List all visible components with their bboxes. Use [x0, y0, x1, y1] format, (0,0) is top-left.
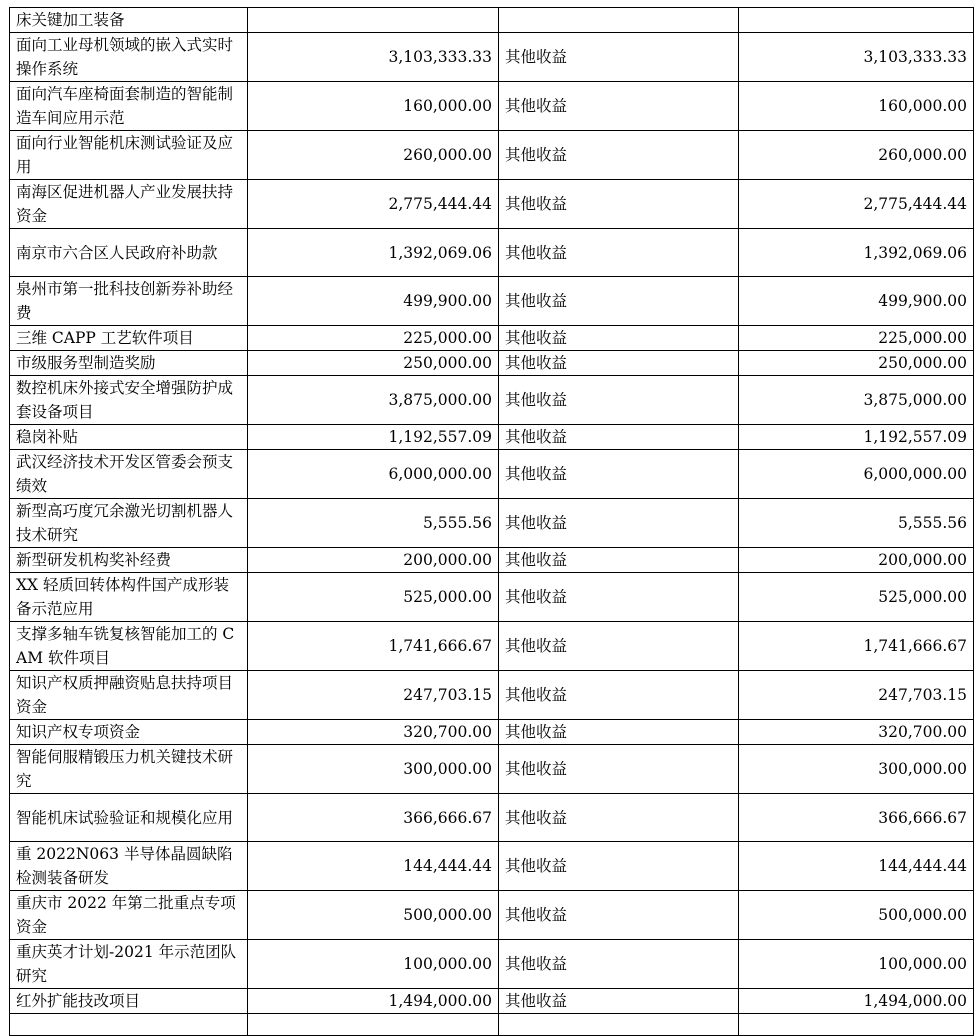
empty-cell	[499, 1014, 739, 1036]
project-name-cell: 面向汽车座椅面套制造的智能制造车间应用示范	[10, 82, 248, 131]
project-name-cell: 重庆英才计划-2021 年示范团队研究	[10, 940, 248, 989]
empty-cell	[10, 1014, 248, 1036]
project-name-cell: 面向行业智能机床测试验证及应用	[10, 131, 248, 180]
project-name-cell: 南海区促进机器人产业发展扶持资金	[10, 180, 248, 229]
amount-total-cell: 6,000,000.00	[739, 450, 974, 499]
table-row	[10, 891, 974, 940]
project-name-cell: 面向工业母机领域的嵌入式实时操作系统	[10, 33, 248, 82]
table-row	[10, 499, 974, 548]
amount-total-cell: 260,000.00	[739, 131, 974, 180]
category-cell: 其他收益	[499, 573, 739, 622]
project-name-cell: 市级服务型制造奖励	[10, 351, 248, 376]
category-cell: 其他收益	[499, 229, 739, 277]
category-cell: 其他收益	[499, 326, 739, 351]
table-row	[10, 842, 974, 891]
table-row	[10, 8, 974, 33]
project-name-cell: 知识产权质押融资贴息扶持项目资金	[10, 671, 248, 720]
table-row	[10, 940, 974, 989]
category-cell: 其他收益	[499, 450, 739, 499]
table-row	[10, 326, 974, 351]
project-name-cell: 知识产权专项资金	[10, 720, 248, 745]
amount-total-cell: 160,000.00	[739, 82, 974, 131]
category-cell: 其他收益	[499, 376, 739, 425]
amount-total-cell: 100,000.00	[739, 940, 974, 989]
amount-total-cell: 1,494,000.00	[739, 989, 974, 1014]
amount-cell: 144,444.44	[248, 842, 499, 891]
amount-cell: 6,000,000.00	[248, 450, 499, 499]
category-cell: 其他收益	[499, 131, 739, 180]
project-name-cell: 泉州市第一批科技创新券补助经费	[10, 277, 248, 326]
table-row	[10, 131, 974, 180]
amount-cell: 3,875,000.00	[248, 376, 499, 425]
amount-total-cell: 250,000.00	[739, 351, 974, 376]
project-name-cell: 智能机床试验验证和规模化应用	[10, 794, 248, 842]
amount-cell: 1,392,069.06	[248, 229, 499, 277]
amount-cell	[248, 8, 499, 33]
project-name-cell: 南京市六合区人民政府补助款	[10, 229, 248, 277]
table-row	[10, 376, 974, 425]
table-row	[10, 450, 974, 499]
category-cell: 其他收益	[499, 622, 739, 671]
amount-total-cell: 2,775,444.44	[739, 180, 974, 229]
category-cell: 其他收益	[499, 989, 739, 1014]
category-cell: 其他收益	[499, 794, 739, 842]
category-cell: 其他收益	[499, 351, 739, 376]
amount-cell: 1,192,557.09	[248, 425, 499, 450]
table-body	[10, 8, 974, 1036]
amount-total-cell: 144,444.44	[739, 842, 974, 891]
table-row	[10, 229, 974, 277]
category-cell: 其他收益	[499, 499, 739, 548]
amount-cell: 300,000.00	[248, 745, 499, 794]
empty-cell	[248, 1014, 499, 1036]
amount-cell: 320,700.00	[248, 720, 499, 745]
category-cell: 其他收益	[499, 842, 739, 891]
category-cell: 其他收益	[499, 82, 739, 131]
amount-total-cell: 3,875,000.00	[739, 376, 974, 425]
table-row	[10, 425, 974, 450]
category-cell	[499, 8, 739, 33]
amount-cell: 1,494,000.00	[248, 989, 499, 1014]
project-name-cell: 重 2022N063 半导体晶圆缺陷检测装备研发	[10, 842, 248, 891]
project-name-cell: XX 轻质回转体构件国产成形装备示范应用	[10, 573, 248, 622]
amount-cell: 5,555.56	[248, 499, 499, 548]
amount-cell: 525,000.00	[248, 573, 499, 622]
amount-total-cell: 300,000.00	[739, 745, 974, 794]
amount-total-cell: 225,000.00	[739, 326, 974, 351]
project-name-cell: 稳岗补贴	[10, 425, 248, 450]
table-row	[10, 745, 974, 794]
category-cell: 其他收益	[499, 720, 739, 745]
amount-total-cell: 200,000.00	[739, 548, 974, 573]
amount-total-cell: 366,666.67	[739, 794, 974, 842]
project-name-cell: 红外扩能技改项目	[10, 989, 248, 1014]
amount-total-cell: 1,392,069.06	[739, 229, 974, 277]
table-row	[10, 548, 974, 573]
table-row	[10, 351, 974, 376]
table-row	[10, 277, 974, 326]
amount-total-cell: 247,703.15	[739, 671, 974, 720]
amount-cell: 260,000.00	[248, 131, 499, 180]
category-cell: 其他收益	[499, 180, 739, 229]
amount-cell: 3,103,333.33	[248, 33, 499, 82]
category-cell: 其他收益	[499, 425, 739, 450]
amount-cell: 100,000.00	[248, 940, 499, 989]
category-cell: 其他收益	[499, 548, 739, 573]
subsidy-table	[9, 7, 974, 1036]
amount-cell: 1,741,666.67	[248, 622, 499, 671]
category-cell: 其他收益	[499, 277, 739, 326]
amount-total-cell: 500,000.00	[739, 891, 974, 940]
amount-total-cell	[739, 8, 974, 33]
project-name-cell: 支撑多轴车铣复核智能加工的 CAM 软件项目	[10, 622, 248, 671]
project-name-cell: 新型研发机构奖补经费	[10, 548, 248, 573]
category-cell: 其他收益	[499, 891, 739, 940]
table-row	[10, 720, 974, 745]
table-row	[10, 180, 974, 229]
table-row	[10, 33, 974, 82]
amount-cell: 225,000.00	[248, 326, 499, 351]
amount-total-cell: 499,900.00	[739, 277, 974, 326]
project-name-cell: 三维 CAPP 工艺软件项目	[10, 326, 248, 351]
table-row	[10, 82, 974, 131]
amount-cell: 200,000.00	[248, 548, 499, 573]
project-name-cell: 武汉经济技术开发区管委会预支绩效	[10, 450, 248, 499]
project-name-cell: 数控机床外接式安全增强防护成套设备项目	[10, 376, 248, 425]
project-name-cell: 重庆市 2022 年第二批重点专项资金	[10, 891, 248, 940]
empty-cell	[739, 1014, 974, 1036]
amount-cell: 247,703.15	[248, 671, 499, 720]
table-row	[10, 573, 974, 622]
table-row	[10, 622, 974, 671]
category-cell: 其他收益	[499, 671, 739, 720]
amount-total-cell: 1,192,557.09	[739, 425, 974, 450]
category-cell: 其他收益	[499, 33, 739, 82]
project-name-cell: 床关键加工装备	[10, 8, 248, 33]
amount-cell: 250,000.00	[248, 351, 499, 376]
table-row	[10, 989, 974, 1014]
amount-total-cell: 525,000.00	[739, 573, 974, 622]
amount-cell: 160,000.00	[248, 82, 499, 131]
amount-total-cell: 5,555.56	[739, 499, 974, 548]
amount-total-cell: 320,700.00	[739, 720, 974, 745]
table-row	[10, 1014, 974, 1036]
amount-cell: 2,775,444.44	[248, 180, 499, 229]
table-row	[10, 794, 974, 842]
amount-total-cell: 1,741,666.67	[739, 622, 974, 671]
amount-cell: 366,666.67	[248, 794, 499, 842]
amount-cell: 500,000.00	[248, 891, 499, 940]
project-name-cell: 智能伺服精锻压力机关键技术研究	[10, 745, 248, 794]
category-cell: 其他收益	[499, 940, 739, 989]
category-cell: 其他收益	[499, 745, 739, 794]
project-name-cell: 新型高巧度冗余激光切割机器人技术研究	[10, 499, 248, 548]
amount-cell: 499,900.00	[248, 277, 499, 326]
amount-total-cell: 3,103,333.33	[739, 33, 974, 82]
table-row	[10, 671, 974, 720]
